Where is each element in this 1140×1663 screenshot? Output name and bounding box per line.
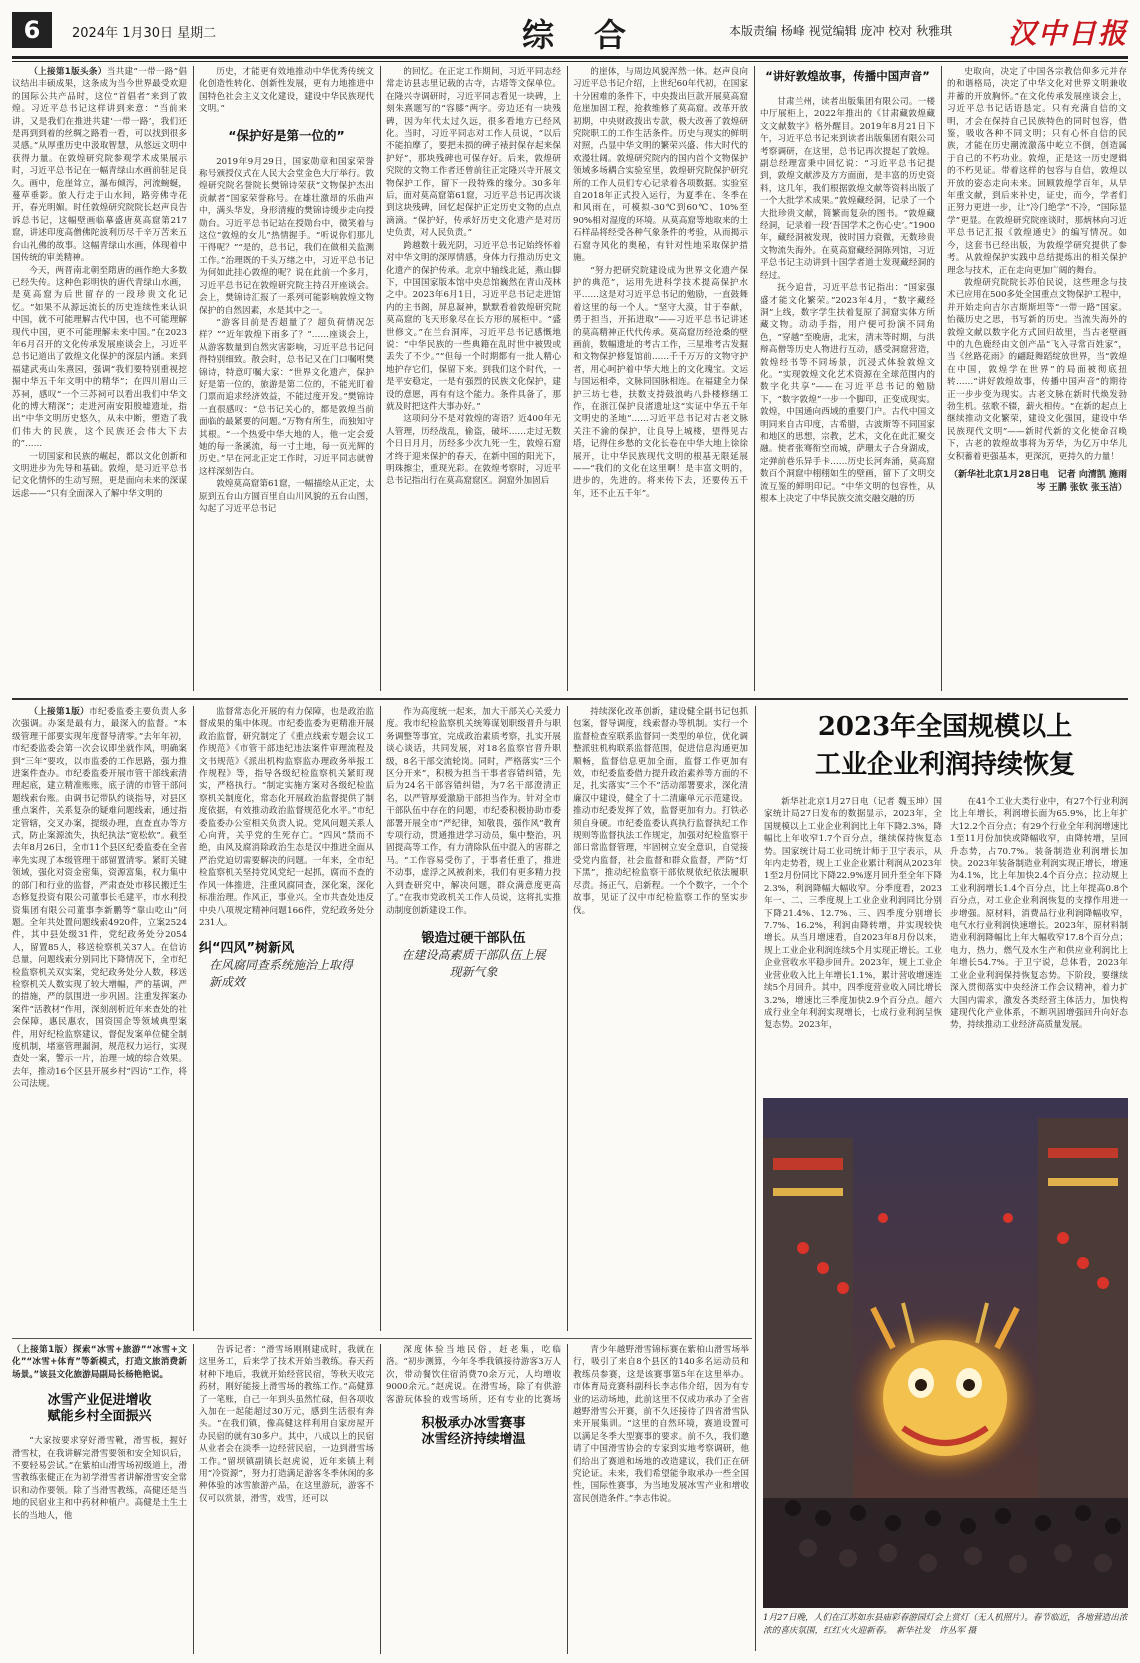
- story4-subhead-2: 积极承办冰雪赛事 冰雪经济持续增温: [421, 1416, 526, 1447]
- story4-col3-text-a: [386, 1344, 561, 1404]
- story1-col6b-text: 敦煌研究院院长苏伯民说，这些理念与技术已应用在500多处全国重点文物保护工程中，并开始走向吉尔吉斯斯坦等“一带一路”国家。怡薇历史之思，书写新的历史。当流失海外的敦煌文献以数字化方式回归故里，当古老壁画中的九色鹿经由文创产品“飞入寻常百姓家”，当《丝路花雨》的翩跹舞蹈绽放世界，当“敦煌在中国，敦煌学在世界”的局面被彻底扭转……“讲好敦煌故事，传播中国声音”的期待正一步步变为现实。古老文脉在新时代焕发勃勃生机。弦歌不辍，薪火相传。“在新的起点上继续推动文化繁荣，建设文化强国，建设中华民族现代文明”——新时代新的文化使命召唤下，古老的敦煌故事将为芳华，为亿万中华儿女积蓄着更强基本，更深沉，更持久的力量！: [947, 277, 1127, 462]
- section-divider: [12, 698, 1128, 700]
- story2-subhead-block-1: [199, 941, 374, 991]
- story2-col3-text: 作为高度统一起来，加大干部关心关爱力度。我市纪检监察机关统筹谋划职级晋升与职务调整等事宜，完成政治素质考察，扎实开展谈心谈话，共同发展，对18名监察官晋升职级，8名干部交流轮岗。同时，严格落实“三个区分开来”，积极为担当干事者容错纠错，先后为24名干部容错纠错，为7名干部澄清正名，以严管厚爱激励干部担当作为。针对全市干部队伍中存在的问题，市纪委积极协助市委部署开展全市“严纪律，知敬畏，强作风”教育专项行动，贯通推进学习动员，集中整治，巩固提高等工作，有力清除队伍中混入的害群之马。“工作容易受伤了，于事者任重了，推进不动事，虚浮之风被刹来，我们有更多精力投入到查研究中，解决问题，群众满意度更高了。”在我市党政机关工作人员说，这将扎实推动制度创新建设工作。: [386, 707, 561, 916]
- story4-column-4: [573, 1344, 749, 1654]
- story2-col2-text-a: [199, 706, 374, 929]
- story2-col2-text: 监督常态化开展的有力保障，也是政治监督成果的集中体现。市纪委监委为更精准开展政治监督，研究制定了《重点线索专题会议工作规范》《市管干部违纪违法案件审理流程及文书规范》《派出机构监察监办理政务举报工作规程》等，指导各级纪检监察机关紧盯现实，严格执行。“制定实施方案对各级纪检监察机关制度化，常态化开展政治监督提供了制度依据，有效推动政治监督规范化水平。”市纪委监委办公室相关负责人说。党风问题关系人心向背，关乎党的生死存亡。“四风”禁而不绝，由风及腐消除政治生态是汉中推进全面从严治党迫切需要解决的问题。一年来，全市纪检监察机关坚持党风党纪一起抓，腐而不查的作风一体推进，注重风腐同查，深化案，深化标准治理。作风正，事业兴。全市共查处违反中央八项规定精神问题166件，党纪政务处分231人。: [199, 707, 374, 928]
- story1-continued-tag: （上接第1版头条）: [29, 67, 107, 77]
- story1-col2c-text: “游客目前是否超量了？超负荷情况怎样？”“近年敦煌下雨多了？”……座谈会上，从游客数量到自然灾害影响，习近平总书记问得特别细致。散会时，总书记又在门口嘱咐樊锦诗，特意叮嘱大家：“世界文化遗产，保护好是第一位的，旅游是第二位的，不能光盯着门票而追求经济效益，不能过度开发。”樊锦诗一直很感叹：“总书记关心的，都是敦煌当前面临的最紧要的问题。”万物有所生，而独知守其根。“一个热爱中华大地的人，他一定会爱她的每一条溪流，每一寸土地，每一页光辉的历史。”早在河北正定工作时，习近平同志就曾这样深刻告白。: [199, 317, 374, 477]
- story4-col2-text: 告诉记者：“滑雪场刚刚建成时，我就在这里务工，后来学了技术开始当教练。春天药材种下地后，我就开始经营民宿，等秋天收完药材，刚好能接上滑雪场的教练工作。”高健算了一笔账，自己一年到头虽然忙碌，但各项收入加在一起能超过30万元，感到生活很有奔头。“在我们镇，像高健这样利用自家房屋开办民宿的就有30多户。其中，八成以上的民宿从业者会在淡季一边经营民宿，一边到滑雪场工作。”留坝镇副镇长赵虎说，近年来镇上利用“冷资源”，努力打造满足游客冬季休闲的多种体验的冰雪旅游产品，在这里游玩，游客不仅可以赏景，滑雪，戏雪，还可以: [199, 1345, 374, 1504]
- story4-col1-text: “大家按要求穿好滑雪靴，滑雪板，握好滑雪杖，在我讲解完滑雪要领和安全知识后，不要轻易尝试。”在紫柏山滑雪场初级道上，滑雪教练张健正在为初学滑雪者讲解滑雪安全常识和动作要领。除了当滑雪教练，高健还是当地的民宿业主和中药材种植户。高健是土生土长的当地人，他: [12, 1436, 187, 1521]
- story2-column-2: [199, 706, 374, 1331]
- story3-col1-text: 新华社北京1月27日电（记者 魏玉坤）国家统计局27日发布的数据显示，2023年，全国规模以上工业企业利润比上年下降2.3%，降幅比上年收窄1.7个百分点，继续保持恢复态势。国家统计局工业司统计师于卫宁表示，从年内走势看，规上工业企业累计利润从2023年1至2月份同比下降22.9%逐月回升至全年下降2.3%，利润降幅大幅收窄。分季度看，2023年一、二、三季度规上工业企业利润同比分别下降21.4%、12.7%、三、四季度分别增长7.7%、16.2%，利润由降转增，并实现较快增长。从当月增速看，自2023年8月份以来，规上工业企业利润连续5个月实现正增长。工业企业营收水平稳步回升。2023年，规上工业企业营业收入比上年增长1.1%，累计营收增速连续5个月回升。其中，四季度营业收入同比增长3.2%，增速比三季度加快2.9个百分点。超六成行业全年利润实现增长，七成行业利润呈恢复态势。2023年，: [764, 797, 942, 1031]
- story2-subhead-2: 锻造过硬干部队伍: [421, 930, 526, 946]
- column-divider: [567, 66, 568, 691]
- column-divider: [193, 706, 194, 1331]
- story1-col1-text: 当共建“一带一路”倡议结出丰硕成果，这条成为当今世界最受欢迎的国际公共产品时，这位“首倡者”来到了敦煌。习近平总书记这样讲到来意：“当前来讲，又是我们在推进共建‘一带一路’，我们还是再到到着的丝绸之路看一看，可以找到很多灵感。”从厚重历史中汲取智慧，从悠远文明中获得力量。在敦煌研究院参观学术成果展示时，习近平总书记在一幅青绿山水画前驻足良久。画中，危崖耸立，瀑布倾泻，河流蜿蜒，蔓草垂影。旅人行走于山水间，路旁佛寺花开，春光明媚。时任敦煌研究院院长赵声良告诉总书记，这幅壁画临摹盛唐莫高窟第217窟，讲述印度高僧佛陀波利历尽千辛万苦来五台山礼佛的故事。这幅青绿山水画，体现着中国传统的审美精神。: [12, 67, 187, 264]
- story1-col3b-text: 跨越数十载光阴，习近平总书记始终怀着对中华文明的深厚情感，身体力行推动历史文化遗产的保护传承。北京中轴线北延，燕山脚下，中国国家版本馆中央总馆巍然在青山茂林之中。2023年6月1日，习近平总书记走进馆内的主书阁，屏息凝神，默默看着敦煌研究院莫高窟的飞天形象尽在长方形的展柜中。“盛世修文。”在兰台洞库，习近平总书记感慨地说：“中华民族的一些典籍在乱时世中被毁或丢失了不少。”“但每一个时期都有一批人精心地护存它们，保留下来。到我们这个时代，一是平安稳定，一是有强烈的民族文化保护，建设的意愿，再有有这个能力。条件具备了，那就及时把这件大事办好。”: [386, 240, 561, 412]
- story1-col5a-text: 甘肃兰州，读者出版集团有限公司。一楼中厅展柜上，2022年推出的《甘肃藏敦煌藏文文献数字》格外醒目。2019年8月21日下午，习近平总书记来到读者出版集团有限公司考察调研，在这里，总书记再次提起了敦煌。副总经理富秉中回忆说：“习近平总书记提到，敦煌文献涉及方方面面，是丰富的历史资料，这几年，我们根据敦煌文献等资料出版了一个大批学术成果。”敦煌藏经洞，记录了一个大批珍贵文献，简繁而复杂的图书。“敦煌藏经洞，记录着一段‘吾国学术之伤心史’。”1900年，藏经洞被发现，彼时国力衰微，无数珍贵文物流失海外。在莫高窟藏经洞陈列馆，习近平总书记主动讲到十国学者道士发现藏经洞的经过。: [760, 97, 935, 281]
- story4-column-3: [386, 1344, 561, 1654]
- column-divider: [193, 66, 194, 691]
- story2-subhead-block-2: [386, 931, 561, 981]
- column-divider: [754, 66, 755, 691]
- story1-column-1: [12, 66, 187, 691]
- story3-headline-line-2: 工业企业利润持续恢复: [814, 750, 1075, 780]
- column-divider: [567, 706, 568, 1331]
- story2-col4-text: 持续深化改革创新，建设健全副书记包抓包案，督导调度，线索督办等机制。实行一个监督检查室联系监督同一类型的单位，优化调整派驻机构联系监督范围，促进信息沟通更加顺畅，监督信息更加全面，监督工作更加有效，市纪委监委借力提升政治素养等方面的不足，扎实落实“三个不”活动部署要求，深化清廉汉中建设，健全了十二清廉单元示范建设。推动市纪委发挥了效，监督更加有力。打铁必须自身硬。市纪委监委认真执行监督执纪工作规则等监督执法工作规定，加强对纪检监察干部日常监督管理，牢固树立安全意识，自觉接受党内监督，社会监督和群众监督，严防“灯下黑”，推动纪检监察干部依规依纪依法履职尽责。扬正气，启新程。一个个数字，一个个故事，见证了汉中市纪检监察工作的坚实步伐。: [573, 707, 748, 916]
- story4-col4-text: 青少年越野滑雪锦标赛在紫柏山滑雪场举行，吸引了来自8个县区的140多名运动员和教练员参赛，这是该赛事第5年在这里举办。市体育局竞赛科副科长李志伟介绍，因为有专业的运动场地，此前这里不仅成功承办了全省越野滑雪公开赛，前不久还接待了四省滑雪队来开展集训。“这里的自然环境，赛道设置可以满足冬季大型赛事的要求。前不久，我们邀请了中国滑雪协会的专家到实地考察调研，他们给出了赛道和场地的改造建议，我们正在研究论证。未来，我们希望能争取承办一些全国性，国际性赛事，为当地发展冰雪产业和增收富民创造条件。”李志伟说。: [573, 1345, 749, 1504]
- story1-col4a-text: 的崖体，与周边风貌浑然一体。赵声良向习近平总书记介绍，上世纪60年代初，在国家十分困难的条件下，中央拨出巨款开展莫高窟危崖加固工程，抢救维修了莫高窟。改革开放初期，中央财政拨出专款，极大改善了敦煌研究院职工的工作生活条件。历史与现实的鲜明对照，凸显中华文明的繁荣兴盛、伟大时代的欢漫壮阔。敦煌研究院内的国内首个文物保护领域多场耦合实验室里，敦煌研究院保护研究所的工作人员们专心记录着各项数据。实验室自2018年正式投入运行，为夏季在、冬季在和风雨在，可模拟-30℃到60℃、10%至90%相对湿度的环境。从莫高窟等地取来的土石样品将经受各种气象条件的考验，从而揭示石窟寺风化的奥秘，有针对性地采取保护措施。: [573, 67, 748, 264]
- column-divider: [941, 66, 942, 691]
- story1-col3a-text: 的回忆。在正定工作期间，习近平同志经常走访县志里记载的古寺，古塔等文保单位。在隆兴寺调研时，习近平同志看见一块碑，上刻朱熹题写的“容膝”两字。旁边还有一块残碑，因为年代太过久远，很多看地方已经风化。当时，习近平同志对工作人员说，“以后不能拍摩了，要把未损的碑子裱封保存起来保护好”，那块残碑也可保存好。后来，敦煌研究院的文物工作者还曾前往正定隆兴寺开展文物保护工作，留下一段特殊的缘分。30多年后，面对莫高窟第61窟，习近平总书记再次谈到这块残碑，回忆起保护正定历史文物的点点滴滴。“保护好，传承好历史文化遗产是对历史负责，对人民负责。”: [386, 67, 561, 239]
- story1-col2b-text: 2019年9月29日，国家勋章和国家荣誉称号颁授仪式在人民大会堂金色大厅举行。敦煌研究院名誉院长樊锦诗荣获“文物保护杰出贡献者”国家荣誉称号。在雄壮激昂的乐曲声中，满头华发，身形清瘦的樊锦诗缓步走向授勋台。习近平总书记站在授勋台中，微笑着与这位“敦煌的女儿”热情握手。“听说你们那儿干得呢？”“是的，总书记，我们在做相关监测工作。”治理既的千头万绪之中，习近平总书记为何如此挂心敦煌的呢？说在此前一个多月，习近平总书记在敦煌研究院主持召开座谈会。会上，樊锦诗汇报了一系列可能影响敦煌文物保护的自然因素，水是其中之一。: [199, 156, 374, 316]
- story1-col1b-text: 今天，两晋南北朝至隋唐的画作绝大多数已经失传。这种色彩明快的唐代青绿山水画，是莫高窟为后世留存的一段珍贵文化记忆。“如果不从源远流长的历史连续性来认识中国，就不可能理解古代中国，也不可能理解现代中国，更不可能理解未来中国。”在2023年6月召开的文化传承发展座谈会上，习近平总书记道出了敦煌文化保护的深层内涵。来到福建武夷山朱熹园，强调“我们要特别重视挖掘中华五千年文明中的精华”；在四川眉山三苏祠，感叹“一个三苏祠可以看出我们中华文化的博大精深”；走进河南安阳殷墟遗址，指出“中华文明历史悠久，从未中断，塑造了我们伟大的民族，这个民族还会伟大下去的”……: [12, 265, 187, 450]
- story3-col2-text: 在41个工业大类行业中，有27个行业利润比上年增长，利润增长面为65.9%，比上年扩大12.2个百分点；有29个行业全年利润增速比1至11月份加快或降幅收窄，由降转增，呈回升态势，占70.7%。装备制造业利润增长加快。2023年装备制造业利润实现正增长，增速为4.1%，比上年加快2.4个百分点；拉动规上工业利润增长1.4个百分点，比上年提高0.8个百分点，对工业企业利润恢复的支撑作用进一步增强。原材料，消费品行业利润降幅收窄，电气水行业利润快速增长。2023年，原材料制造业利润降幅比上年大幅收窄17.8个百分点；电力，热力，燃气及水生产和供应业利润比上年增长54.7%。于卫宁说，总体看，2023年工业企业利润保持恢复态势。下阶段，要继续深入贯彻落实中央经济工作会议精神，着力扩大国内需求，激发各类经营主体活力，加快构建现代化产业体系，不断巩固增强回升向好态势，持续推动工业经济高质量发展。: [950, 797, 1128, 1031]
- story1-column-6: [947, 66, 1127, 691]
- lantern-festival-photo: [763, 1098, 1128, 1608]
- column-divider: [380, 66, 381, 691]
- story1-col2a-text: 历史，才能更有效地推动中华优秀传统文化创造性转化、创新性发展，更有力地推进中国特色社会主义文化建设，建设中华民族现代文明。”: [199, 67, 374, 115]
- column-divider: [380, 706, 381, 1331]
- page-number: 6: [12, 12, 52, 48]
- story1-column-4: [573, 66, 748, 691]
- story1-col5b-text: 抚今追昔，习近平总书记指出：“国家强盛才能文化繁荣。”2023年4月，“数字藏经洞”上线，数字学生扶着复原了洞窟实体方所藏文物。动动手指，用户便可扮演不同角色，“穿越”至晚唐，北宋，清末等时期，与洪辩高僧等历史人物进行互动，感受洞窟营造，敦煌经书等不同场景，沉浸式体验敦煌文化。“实现敦煌文化艺术资源在全球范围内的数字化共享”——在习近平总书记的勉励下，“数字敦煌”一步一个脚印，正变成现实。敦煌，中国通向西域的重要门户。古代中国文明同来自古印度，古希腊，古波斯等不同国家和地区的思想，宗教，艺术，文化在此汇聚交融。使者张骞衔空而城，萨珊太子合身湖成，定弹前巷乐异手卡……历史长河奔涌，莫高窟数百个洞窟中栩栩如生的壁画，留下了文明交流互鉴的鲜明印记。“中华文明的包容性，从根本上决定了中华民族交流交融交融的历: [760, 283, 935, 504]
- column-divider: [755, 706, 756, 1651]
- story2-continued-tag: （上接第1版）: [29, 707, 90, 717]
- story4-subhead-1: 冰雪产业促进增收 赋能乡村全面振兴: [47, 1393, 152, 1425]
- story2-subhead-1: 纠“四风”树新风: [199, 941, 295, 957]
- story4-continued-tag: （上接第1版）探索“冰雪+旅游”“冰雪+文化”“冰雪+体育”等新模式，打造文旅消费新场景。”该县文化旅游局副局长杨艳艳说。: [12, 1345, 187, 1380]
- editor-credits: 本版责编 杨峰 视觉编辑 庞冲 校对 秋雅琪: [729, 24, 953, 38]
- story3-headline: [762, 708, 1128, 788]
- story1-column-3: [386, 66, 561, 691]
- column-divider: [567, 1344, 568, 1654]
- lantern-festival-illustration: [763, 1098, 1128, 1608]
- photo-caption: 1月27日晚，人们在江苏如东县庙彩春游园灯会上赏灯（无人机照片）。春节临近，各地营造出浓浓的喜庆氛围，红红火火迎新春。 新华社发 许丛军 摄: [763, 1613, 1128, 1636]
- story1-col4b-text: “努力把研究院建设成为世界文化遗产保护的典范”，运用先进科学技术提高保护水平……这是对习近平总书记的勉励，一直鼓舞着这里的每一个人。“坚守大漠，甘于奉献，勇于担当，开拓进取”——习近平总书记讲述的莫高精神正代代传承。莫高窟历经沧桑的壁画前，数幅遗址的考古工作，三星堆考古发掘和文物保护修复馆前……千千万万的文物守护者，用心呵护着中华大地上的文化瑰宝。文运与国运相牵，文脉同国脉相连。在福建全力保护三坊七巷，扶数支持鼓浪屿八卦楼修缮工作，在浙江保护良渚遗址这“实证中华五千年文明史的圣地”……习近平总书记对古老文脉关注不渝的保护，让良导上城楼，望得见古塔，记得住乡愁的文化长卷在中华大地上徐徐展开，让中华民族现代文明的根基无限延展——“我们的文化在这里啊！是丰富文明的，进步的，先进的。将来传下去，还要传五千年，还不止五千年”。: [573, 265, 748, 499]
- story3-column-1: [764, 796, 942, 1081]
- story4-column-1: [12, 1344, 187, 1654]
- masthead-rule-thin: [12, 61, 1128, 62]
- story2-column-1: [12, 706, 187, 1331]
- story4-column-2: [199, 1344, 374, 1654]
- column-divider: [193, 1344, 194, 1654]
- column-divider: [380, 1344, 381, 1654]
- story1-col2d-text: 敦煌莫高窟第61窟，一幅描绘从正定，太原到五台山方圆百里自山川风貌的五台山图，勾起了习近平总书记: [199, 479, 374, 514]
- story3-column-2: [950, 796, 1128, 1081]
- section-title: 综合: [522, 16, 667, 54]
- story1-column-2: [199, 66, 374, 691]
- section-divider: [12, 1338, 752, 1339]
- story1-col1c-text: 一切国家和民族的崛起，都以文化创新和文明进步为先导和基础。敦煌，是习近平总书记文化情怀的生动写照，更是面向未来的深谋远虑——“只有全面深入了解中华文明的: [12, 451, 187, 499]
- masthead-rule: [12, 56, 1128, 59]
- story1-column-5: [760, 66, 935, 691]
- story4-col3-text: 深度体验当地民俗，赶老集，吃临洛。“初步测算，今年冬季我镇接待游客3万人次，带动餐饮住宿消费70余万元，人均增收9000余元。”赵虎说。在滑雪场，除了有供游客游玩体验的戏雪场所，还有专业的比赛场: [386, 1345, 561, 1404]
- story2-subhead-2-sub: 在建设高素质干部队伍上展现新气象: [401, 947, 546, 979]
- story1-subhead-2: “讲好敦煌故事，传播中国声音”: [765, 69, 930, 83]
- story2-column-3: [386, 706, 561, 1331]
- story1-subhead-1: “保护好是第一位的”: [228, 127, 345, 143]
- story1-col3c-text: 这项问分不是对敦煌的寄语？近400年无人管理，历经战乱，偷盗，破坏……走过无数个日日月月，历经多少次九死一生，敦煌石窟才终于迎来保护的春天，在新中国的阳光下，明珠擦尘，重现光彩。在敦煌考察时，习近平总书记指出行在莫高窟窟区。洞窟外加固后: [386, 414, 561, 487]
- newspaper-logo: 汉中日报: [1007, 17, 1128, 50]
- story3-headline-line-1: 2023年全国规模以上: [817, 712, 1073, 742]
- story2-col1-text: 市纪委监委主要负责人多次强调。办案是最有力，最深入的监督。“本级管理干部要实现年度督导清零。”去年年初，市纪委监委会第一次会议即坐就作风，明确案到“三年”要攻，以市监委的工作思路，强力推进案件查办。市纪委监委开展市管干部线索清理起底，建立精准账账，底子清的市管干部问题线索台账。由调书记带队约谈指导，对县区重点案件，关系复杂的疑难问题线索，通过指定管辖，交叉办案，提级办理，直查直办等方式，防止案源流失，执纪执法“宽松软”。截至去年8月26日，全市11个县区纪委监委在全省率先实现了本级管理干部留置清零。紧盯关键领域，强化对资金密集，资源富集，权力集中的部门和行业的监督，严肃查处市移民搬迁生态修复投资有限公司董事长毛建平，市水利投资集团有限公司董事李新鹏等“靠山吃山”问题。全年共处置问题线索4920件，立案2524件，其中县处级31件，党纪政务处分2054人，留置85人，移送检察机关37人。在信访总量，问题线索分别同比下降情况下，全市纪检监察机关双实案，党纪政务处分人数，移送检察机关人数实现了较大增幅，严的基调，严的措施，严的氛围进一步巩固。注重发挥案办案件“活教材”作用，深刻剖析近年来查处的社会保障，惠民惠农，国资国企等领域典型案件，用好纪检监察建议，督促发案单位健全制度机制，堵塞管理漏洞，规范权力运行，实现查处一案，警示一片，治理一域的综合效果。去年，推动16个区县开展乡村“四访”工作，将公司法规。: [12, 707, 187, 1090]
- story2-column-4: [573, 706, 748, 1331]
- story1-col6a-text: 史取向，决定了中国各宗教信仰多元并存的和谐格局，决定了中华文化对世界文明兼收并蓄的开放胸怀。”在文化传承发展座谈会上，习近平总书记话语恳定。只有充满自信的文明，才会在保持自己民族特色的同时包容，借鉴，吸收各种不同文明；只有心怀自信的民族，才能在历史潮流激荡中屹立不倒，创造属于自己的不朽功业。敦煌，正是这一历史逻辑的不朽见证。带着这样的包容与自信，敦煌以开放的姿态走向未来。回顾敦煌学百年，从早年重文献，到后来补史，证史，而今，学者们正努力更进一步，让“冷门绝学”不冷，“国际显学”更显。在敦煌研究院座谈时，那炳林向习近平总书记汇报《敦煌通史》的编写情况。如今，这套书已经出版，为敦煌学研究提供了参考。从敦煌保护实践中总结提炼出的相关保护理念与技术，正在走向更加广阔的舞台。: [947, 67, 1127, 276]
- story2-subhead-1-sub: 在风腐同查系统施治上取得新成效: [209, 958, 354, 990]
- masthead: [12, 12, 1128, 54]
- issue-date: 2024年 1月30日 星期二: [72, 26, 217, 41]
- story1-byline: （新华社北京1月28日电 记者 向清凯 施雨岑 王鹏 张钦 张玉洁）: [948, 470, 1127, 493]
